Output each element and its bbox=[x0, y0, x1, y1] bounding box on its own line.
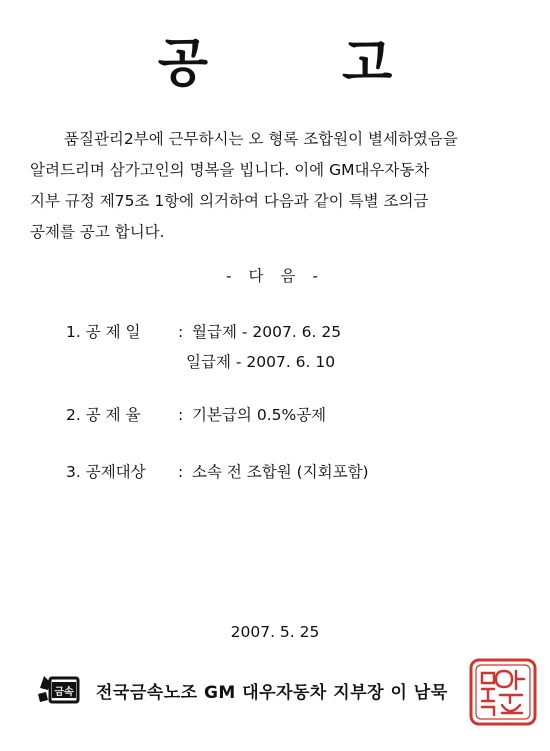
item-value: 기본급의 0.5%공제 bbox=[192, 406, 327, 424]
item-deduction-date bbox=[66, 320, 341, 342]
union-logo-icon bbox=[36, 668, 82, 708]
item-value: 소속 전 조합원 (지회포함) bbox=[192, 463, 369, 481]
item-deduction-target bbox=[66, 460, 369, 482]
item-value: 월급제 - 2007. 6. 25 bbox=[192, 323, 342, 341]
logo-lettering: 금속 bbox=[54, 687, 74, 698]
item-deduction-date-2 bbox=[186, 350, 335, 372]
item-colon: : bbox=[178, 463, 184, 481]
official-seal-stamp bbox=[468, 657, 538, 727]
signature-line: 전국금속노조 GM 대우자동차 지부장 이 남묵 bbox=[96, 683, 448, 703]
body-line: 알려드리며 삼가고인의 명복을 빕니다. 이에 GM대우자동차 bbox=[30, 161, 430, 179]
section-heading: - 다 음 - bbox=[226, 267, 324, 285]
item-label: 1. 공 제 일 bbox=[66, 323, 141, 341]
item-colon: : bbox=[178, 323, 184, 341]
document-title: 공 고 bbox=[157, 34, 451, 94]
item-label: 2. 공 제 율 bbox=[66, 406, 141, 424]
item-label: 3. 공제대상 bbox=[66, 463, 146, 481]
item-deduction-rate bbox=[66, 403, 326, 425]
body-line: 지부 규정 제75조 1항에 의거하여 다음과 같이 특별 조의금 bbox=[30, 192, 429, 210]
body-line: 품질관리2부에 근무하시는 오 형록 조합원이 별세하였음을 bbox=[64, 130, 458, 148]
notice-date: 2007. 5. 25 bbox=[230, 623, 320, 641]
body-line: 공제를 공고 합니다. bbox=[30, 223, 165, 241]
item-value: 일급제 - 2007. 6. 10 bbox=[186, 353, 336, 371]
item-colon: : bbox=[178, 406, 184, 424]
notice-body bbox=[30, 124, 530, 248]
